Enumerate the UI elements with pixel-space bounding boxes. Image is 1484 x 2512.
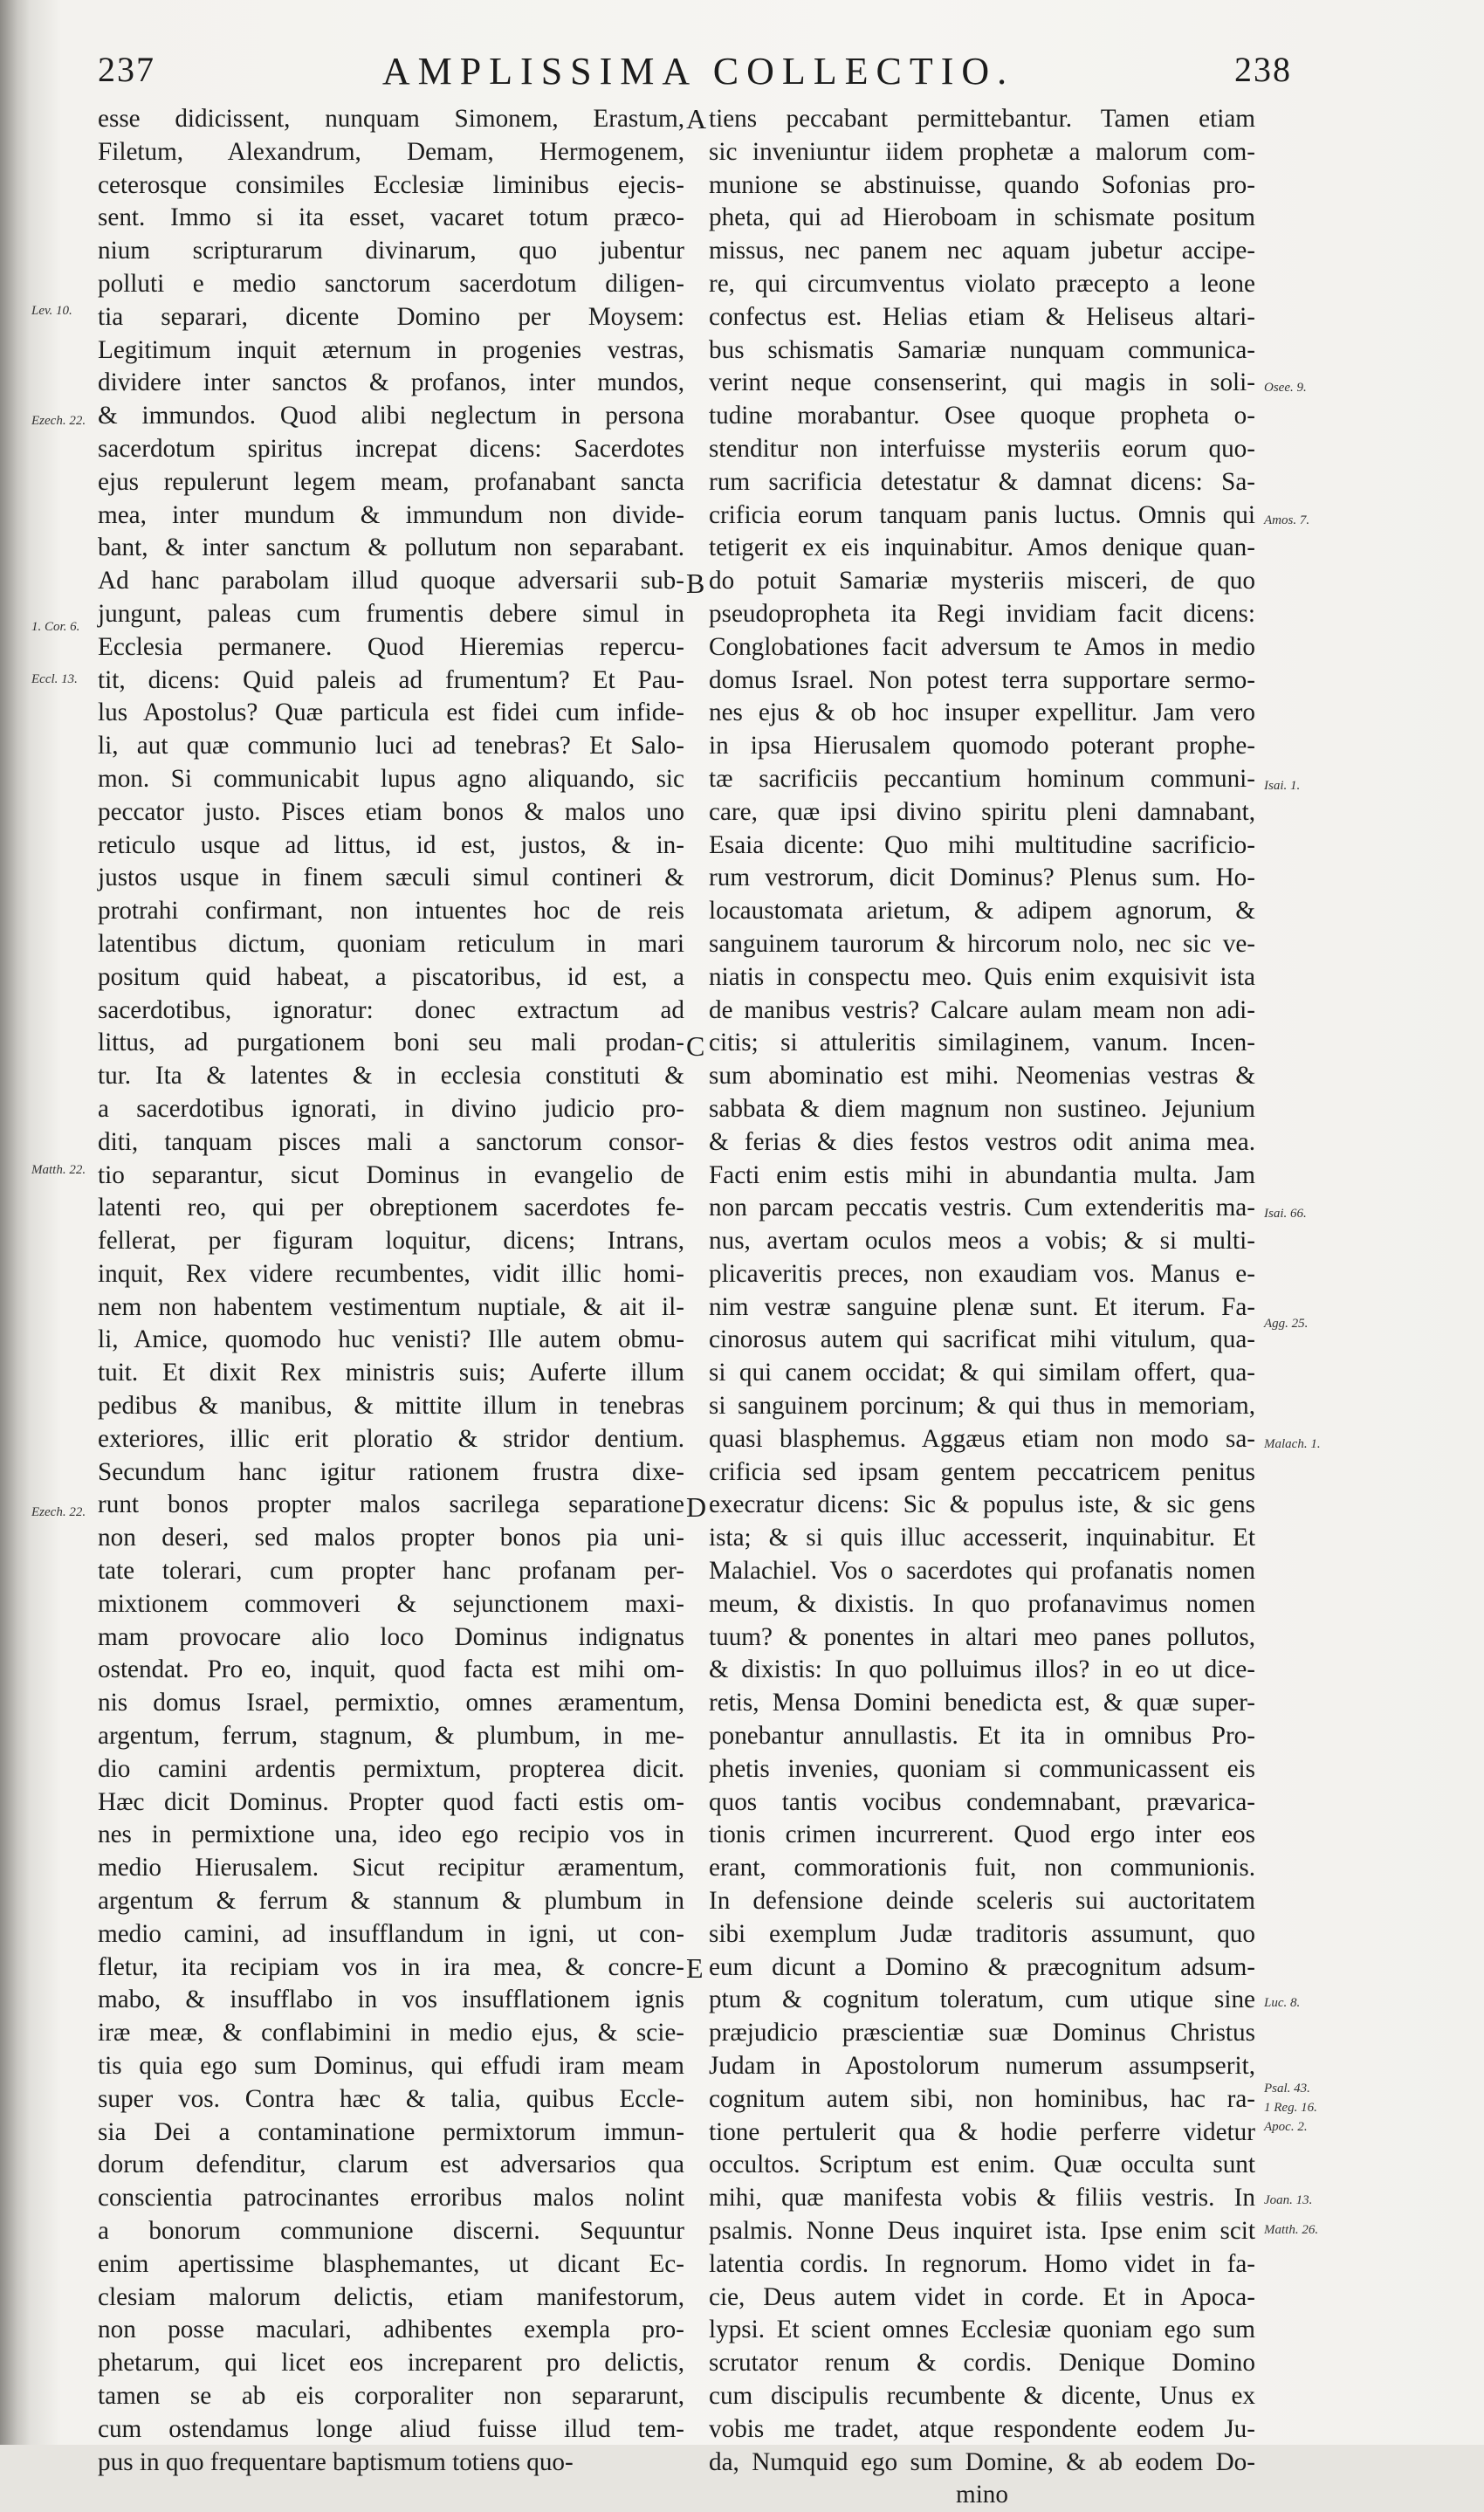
text-line: tudine morabantur. Osee quoque propheta o- bbox=[709, 402, 1255, 430]
text-line: scrutator renum & cordis. Denique Domino bbox=[709, 2349, 1255, 2378]
margin-note-right-3: Isai. 1. bbox=[1264, 779, 1301, 793]
text-line: runt bonos propter malos sacrilega separatione bbox=[98, 1490, 684, 1519]
text-line: jungunt, paleas cum frumentis debere simul in bbox=[98, 599, 684, 628]
text-line: dorum defenditur, clarum est adversarios qua bbox=[98, 2151, 684, 2179]
text-line: execratur dicens: Sic & populus iste, & sic gens bbox=[709, 1490, 1255, 1519]
text-line: Esaia dicente: Quo mihi multitudine sacrificio- bbox=[709, 830, 1255, 859]
text-line: cinorosus autem qui sacrificat mihi vitulum, qua- bbox=[709, 1325, 1255, 1354]
text-line: cum ostendamus longe aliud fuisse illud tem- bbox=[98, 2414, 684, 2443]
margin-note-right-5: Agg. 25. bbox=[1264, 1317, 1309, 1331]
text-line: mon. Si communicabit lupus agno aliquando, sic bbox=[98, 764, 684, 793]
text-line: Legitimum inquit æternum in progenies vestras, bbox=[98, 335, 684, 364]
text-line: latentia cordis. In regnorum. Homo videt in fa- bbox=[709, 2249, 1255, 2278]
text-line: a sacerdotibus ignorati, in divino judicio pro- bbox=[98, 1094, 684, 1123]
text-line: rum vestrorum, dicit Dominus? Plenus sum. Ho- bbox=[709, 864, 1255, 892]
text-line: tuit. Et dixit Rex ministris suis; Auferte illum bbox=[98, 1359, 684, 1387]
text-line: Ecclesia permanere. Quod Hieremias repercu- bbox=[98, 632, 684, 661]
text-line: crificia sed ipsam gentem peccatricem penitus bbox=[709, 1457, 1255, 1486]
margin-note-right-7: Luc. 8. bbox=[1264, 1996, 1301, 2010]
margin-note-left-3: 1. Cor. 6. bbox=[31, 620, 80, 634]
text-line: sic inveniuntur iidem prophetæ a malorum com- bbox=[709, 137, 1255, 166]
text-line: psalmis. Nonne Deus inquiret ista. Ipse enim scit bbox=[709, 2217, 1255, 2245]
margin-note-left-2: Ezech. 22. bbox=[31, 414, 86, 428]
text-line: meum, & dixistis. In quo profanavimus nomen bbox=[709, 1589, 1255, 1618]
text-line: pseudopropheta ita Regi invidiam facit dicens: bbox=[709, 599, 1255, 628]
text-line: locaustomata arietum, & adipem agnorum, & bbox=[709, 897, 1255, 926]
text-line: tamen se ab eis corporaliter non separarunt, bbox=[98, 2381, 684, 2410]
text-line: latentibus dictum, quoniam reticulum in mari bbox=[98, 929, 684, 958]
text-line: domus Israel. Non potest terra supportare sermo- bbox=[709, 665, 1255, 694]
text-line: fletur, ita recipiam vos in ira mea, & concre- bbox=[98, 1952, 684, 1981]
text-line: tionis crimen incurrerent. Quod ergo inter eos bbox=[709, 1820, 1255, 1849]
text-line: positum quid habeat, a piscatoribus, id est, a bbox=[98, 962, 684, 991]
text-line: li, aut quæ communio luci ad tenebras? Et Salo- bbox=[98, 732, 684, 760]
text-line: tio separantur, sicut Dominus in evangelio de bbox=[98, 1160, 684, 1189]
text-line: nium scripturarum divinarum, quo jubentur bbox=[98, 237, 684, 265]
text-line: nes in permixtione una, ideo ego recipio vos in bbox=[98, 1820, 684, 1849]
page-number-left: 237 bbox=[98, 50, 155, 89]
text-line: phetarum, qui licet eos increparent pro delictis, bbox=[98, 2349, 684, 2378]
text-line: enim apertissime blasphemantes, ut dicant Ec- bbox=[98, 2249, 684, 2278]
text-line: latenti reo, qui per obreptionem sacerdotes fe- bbox=[98, 1194, 684, 1222]
text-line: Facti enim estis mihi in abundantia multa. Jam bbox=[709, 1160, 1255, 1189]
text-line: Judam in Apostolorum numerum assumpserit, bbox=[709, 2052, 1255, 2081]
text-line: non parcam peccatis vestris. Cum extenderitis ma- bbox=[709, 1194, 1255, 1222]
text-line: dio camini ardentis permixtum, propterea dicit. bbox=[98, 1754, 684, 1783]
margin-note-right-11: Joan. 13. bbox=[1264, 2193, 1313, 2207]
text-line: nes ejus & ob hoc insuper expellitur. Jam vero bbox=[709, 699, 1255, 727]
text-line: tione pertulerit qua & hodie perferre videtur bbox=[709, 2117, 1255, 2146]
text-line: Filetum, Alexandrum, Demam, Hermogenem, bbox=[98, 137, 684, 166]
text-line: medio Hierusalem. Sicut recipitur æramentum, bbox=[98, 1854, 684, 1882]
text-line: a bonorum communione discerni. Sequuntur bbox=[98, 2217, 684, 2245]
margin-note-right-9: 1 Reg. 16. bbox=[1264, 2101, 1317, 2115]
text-line: tiens peccabant permittebantur. Tamen etiam bbox=[709, 105, 1255, 133]
text-line: rum sacrificia detestatur & damnat dicens: Sa- bbox=[709, 467, 1255, 496]
text-line: retis, Mensa Domini benedicta est, & quæ super- bbox=[709, 1689, 1255, 1717]
text-line: sent. Immo si ita esset, vacaret totum præco- bbox=[98, 203, 684, 232]
text-line: peccator justo. Pisces etiam bonos & malos uno bbox=[98, 797, 684, 826]
text-line: cognitum autem sibi, non hominibus, hac ra- bbox=[709, 2084, 1255, 2113]
text-line: præjudicio præscientiæ suæ Dominus Christus bbox=[709, 2019, 1255, 2047]
text-line: si sanguinem porcinum; & qui thus in memoriam, bbox=[709, 1392, 1255, 1421]
text-line: polluti e medio sanctorum sacerdotum diligen- bbox=[98, 269, 684, 298]
text-line: sanguinem taurorum & hircorum nolo, nec sic ve- bbox=[709, 929, 1255, 958]
margin-note-left-6: Ezech. 22. bbox=[31, 1505, 86, 1519]
text-line: Malachiel. Vos o sacerdotes qui profanatis nomen bbox=[709, 1557, 1255, 1586]
text-line: erant, commorationis fuit, non communionis. bbox=[709, 1854, 1255, 1882]
text-line: nis domus Israel, permixtio, omnes æramentum, bbox=[98, 1689, 684, 1717]
text-line: occultos. Scriptum est enim. Quæ occulta sunt bbox=[709, 2151, 1255, 2179]
section-letter-e: E bbox=[686, 1952, 704, 1984]
text-line: pheta, qui ad Hieroboam in schismate positum bbox=[709, 203, 1255, 232]
text-line: tuum? & ponentes in altari meo panes pollutos, bbox=[709, 1622, 1255, 1651]
left-column bbox=[98, 103, 684, 2479]
text-line: crificia eorum tanquam panis luctus. Omnis qui bbox=[709, 500, 1255, 529]
text-line: In defensione deinde sceleris sui auctoritatem bbox=[709, 1887, 1255, 1916]
text-line: confectus est. Helias etiam & Heliseus altari- bbox=[709, 302, 1255, 331]
text-line: non deseri, sed malos propter bonos pia uni- bbox=[98, 1524, 684, 1552]
margin-note-right-2: Amos. 7. bbox=[1264, 513, 1310, 527]
text-line: lypsi. Et scient omnes Ecclesiæ quoniam ego sum bbox=[709, 2316, 1255, 2344]
text-line: diti, tanquam pisces mali a sanctorum consor- bbox=[98, 1127, 684, 1156]
text-line: niatis in conspectu meo. Quis enim exquisivit ista bbox=[709, 962, 1255, 991]
text-line: tur. Ita & latentes & in ecclesia constituti & bbox=[98, 1062, 684, 1091]
text-line: tæ sacrificiis peccantium hominum communi- bbox=[709, 764, 1255, 793]
margin-note-left-5: Matth. 22. bbox=[31, 1163, 86, 1177]
text-line: in ipsa Hierusalem quomodo poterant prophe- bbox=[709, 732, 1255, 760]
text-line: da, Numquid ego sum Domine, & ab eodem Do- bbox=[709, 2447, 1255, 2476]
text-line: sabbata & diem magnum non sustineo. Jejunium bbox=[709, 1094, 1255, 1123]
margin-note-left-4: Eccl. 13. bbox=[31, 672, 78, 686]
gutter-shadow bbox=[0, 0, 30, 2445]
text-line: tit, dicens: Quid paleis ad frumentum? Et Pau- bbox=[98, 665, 684, 694]
text-line: non posse maculari, adhibentes exempla pro- bbox=[98, 2316, 684, 2344]
text-line: fellerat, per figuram loquitur, dicens; Intrans, bbox=[98, 1227, 684, 1256]
section-letter-c: C bbox=[686, 1030, 705, 1062]
text-line: protrahi confirmant, non intuentes hoc de reis bbox=[98, 897, 684, 926]
text-line: justos usque in finem sæculi simul contineri & bbox=[98, 864, 684, 892]
text-line: plicaveritis preces, non exaudiam vos. Manus e- bbox=[709, 1259, 1255, 1288]
text-line: exteriores, illic erit ploratio & stridor dentium. bbox=[98, 1424, 684, 1453]
text-line: si qui canem occidat; & qui similam offert, qua- bbox=[709, 1359, 1255, 1387]
text-line: Secundum hanc igitur rationem frustra dixe- bbox=[98, 1457, 684, 1486]
text-line: ceterosque consimiles Ecclesiæ liminibus ejecis- bbox=[98, 170, 684, 199]
text-line: Conglobationes facit adversum te Amos in medio bbox=[709, 632, 1255, 661]
margin-note-right-10: Apoc. 2. bbox=[1264, 2120, 1308, 2134]
text-line: Ad hanc parabolam illud quoque adversarii sub- bbox=[98, 567, 684, 595]
section-letter-b: B bbox=[686, 568, 705, 599]
text-line: tetigerit ex eis inquinabitur. Amos denique quan- bbox=[709, 533, 1255, 562]
text-line: dividere inter sanctos & profanos, inter mundos, bbox=[98, 368, 684, 397]
text-line: mea, inter mundum & immundum non divide- bbox=[98, 500, 684, 529]
text-line: tia separari, dicente Domino per Moysem: bbox=[98, 302, 684, 331]
text-line: do potuit Samariæ mysteriis misceri, de quo bbox=[709, 567, 1255, 595]
text-line: & immundos. Quod alibi neglectum in persona bbox=[98, 402, 684, 430]
text-line: bant, & inter sanctum & pollutum non separabant. bbox=[98, 533, 684, 562]
text-line: mam provocare alio loco Dominus indignatus bbox=[98, 1622, 684, 1651]
text-line: stenditur non interfuisse mysteriis eorum quo- bbox=[709, 434, 1255, 463]
margin-note-right-1: Osee. 9. bbox=[1264, 381, 1307, 395]
running-title: AMPLISSIMA COLLECTIO. bbox=[381, 50, 1015, 93]
text-line: cum discipulis recumbente & dicente, Unus ex bbox=[709, 2381, 1255, 2410]
text-line: medio camini, ad insufflandum in igni, ut con- bbox=[98, 1919, 684, 1948]
text-line: sum abominatio est mihi. Neomenias vestras & bbox=[709, 1062, 1255, 1091]
text-line: nim vestræ sanguine plenæ sunt. Et iterum. Fa- bbox=[709, 1292, 1255, 1321]
text-line: ptum & cognitum toleratum, cum utique sine bbox=[709, 1986, 1255, 2014]
text-line: ejus repulerunt legem meam, profanabant sancta bbox=[98, 467, 684, 496]
margin-note-right-8: Psal. 43. bbox=[1264, 2082, 1310, 2096]
margin-note-right-6: Malach. 1. bbox=[1264, 1437, 1321, 1451]
text-line: missus, nec panem nec aquam jubetur accipe- bbox=[709, 237, 1255, 265]
text-line: care, quæ ipsi divino spiritu pleni damnabant, bbox=[709, 797, 1255, 826]
text-line: pus in quo frequentare baptismum totiens quo- bbox=[98, 2447, 574, 2476]
margin-note-right-4: Isai. 66. bbox=[1264, 1207, 1307, 1221]
text-line: nus, avertam oculos meos a vobis; & si multi- bbox=[709, 1227, 1255, 1256]
text-line: bus schismatis Samariæ nunquam communica- bbox=[709, 335, 1255, 364]
text-line: verint neque consenserint, qui magis in soli- bbox=[709, 368, 1255, 397]
text-line: argentum & ferrum & stannum & plumbum in bbox=[98, 1887, 684, 1916]
margin-note-right-12: Matth. 26. bbox=[1264, 2223, 1319, 2237]
text-line: eum dicunt a Domino & præcognitum adsum- bbox=[709, 1952, 1255, 1981]
text-line: li, Amice, quomodo huc venisti? Ille autem obmu- bbox=[98, 1325, 684, 1354]
section-letter-a: A bbox=[686, 103, 707, 134]
text-line: ostendat. Pro eo, inquit, quod facta est mihi om- bbox=[98, 1655, 684, 1684]
text-line: sacerdotibus, ignoratur: donec extractum ad bbox=[98, 995, 684, 1024]
text-line: citis; si attuleritis similaginem, vanum. Incen- bbox=[709, 1029, 1255, 1057]
text-line: & ferias & dies festos vestros odit anima mea. bbox=[709, 1127, 1255, 1156]
text-line: tis quia ego sum Dominus, qui effudi iram meam bbox=[98, 2052, 684, 2081]
section-letter-d: D bbox=[686, 1491, 707, 1523]
page-number-right: 238 bbox=[1234, 50, 1292, 89]
text-line: munione se abstinuisse, quando Sofonias pro- bbox=[709, 170, 1255, 199]
text-line: mihi, quæ manifesta vobis & filiis vestris. In bbox=[709, 2184, 1255, 2213]
text-line: super vos. Contra hæc & talia, quibus Eccle- bbox=[98, 2084, 684, 2113]
text-line: mixtionem commoveri & sejunctionem maxi- bbox=[98, 1589, 684, 1618]
text-line: quasi blasphemus. Aggæus etiam non modo sa- bbox=[709, 1424, 1255, 1453]
margin-note-left-1: Lev. 10. bbox=[31, 304, 72, 318]
text-line: inquit, Rex videre recumbentes, vidit illic homi- bbox=[98, 1259, 684, 1288]
text-line: nem non habentem vestimentum nuptiale, & ait il- bbox=[98, 1292, 684, 1321]
text-line: clesiam malorum delictis, etiam manifestorum, bbox=[98, 2282, 684, 2311]
text-line: reticulo usque ad littus, id est, justos, & in- bbox=[98, 830, 684, 859]
text-line: ista; & si quis illuc accesserit, inquinabitur. Et bbox=[709, 1524, 1255, 1552]
text-line: re, qui circumventus violato præcepto a leone bbox=[709, 269, 1255, 298]
text-line: sibi exemplum Judæ traditoris assumunt, quo bbox=[709, 1919, 1255, 1948]
text-line: mabo, & insufflabo in vos insufflationem ignis bbox=[98, 1986, 684, 2014]
right-column bbox=[709, 103, 1255, 2512]
text-line: tate tolerari, cum propter hanc profanam per- bbox=[98, 1557, 684, 1586]
text-line: de manibus vestris? Calcare aulam meam non adi- bbox=[709, 995, 1255, 1024]
text-line: phetis invenies, quoniam si communicassent eis bbox=[709, 1754, 1255, 1783]
text-line: pedibus & manibus, & mittite illum in tenebras bbox=[98, 1392, 684, 1421]
text-line: conscientia patrocinantes erroribus malos nolint bbox=[98, 2184, 684, 2213]
text-line: Hæc dicit Dominus. Propter quod facti estis om- bbox=[98, 1787, 684, 1816]
text-line: vobis me tradet, atque respondente eodem Ju- bbox=[709, 2414, 1255, 2443]
text-line: sacerdotum spiritus increpat dicens: Sacerdotes bbox=[98, 434, 684, 463]
text-line: littus, ad purgationem boni seu mali prodan- bbox=[98, 1029, 684, 1057]
text-line: iræ meæ, & conflabimini in medio ejus, & scie- bbox=[98, 2019, 684, 2047]
text-line: cie, Deus autem videt in corde. Et in Apoca- bbox=[709, 2282, 1255, 2311]
text-line: & dixistis: In quo polluimus illos? in eo ut dice- bbox=[709, 1655, 1255, 1684]
text-line: sia Dei a contaminatione permixtorum immun- bbox=[98, 2117, 684, 2146]
text-line: esse didicissent, nunquam Simonem, Erastum, bbox=[98, 105, 684, 133]
text-line: argentum, ferrum, stagnum, & plumbum, in me- bbox=[98, 1722, 684, 1751]
text-line: mino bbox=[956, 2481, 1008, 2509]
text-line: ponebantur annullastis. Et ita in omnibus Pro- bbox=[709, 1722, 1255, 1751]
text-line: lus Apostolus? Quæ particula est fidei cum infide- bbox=[98, 699, 684, 727]
text-line: quos tantis vocibus condemnabant, prævarica- bbox=[709, 1787, 1255, 1816]
